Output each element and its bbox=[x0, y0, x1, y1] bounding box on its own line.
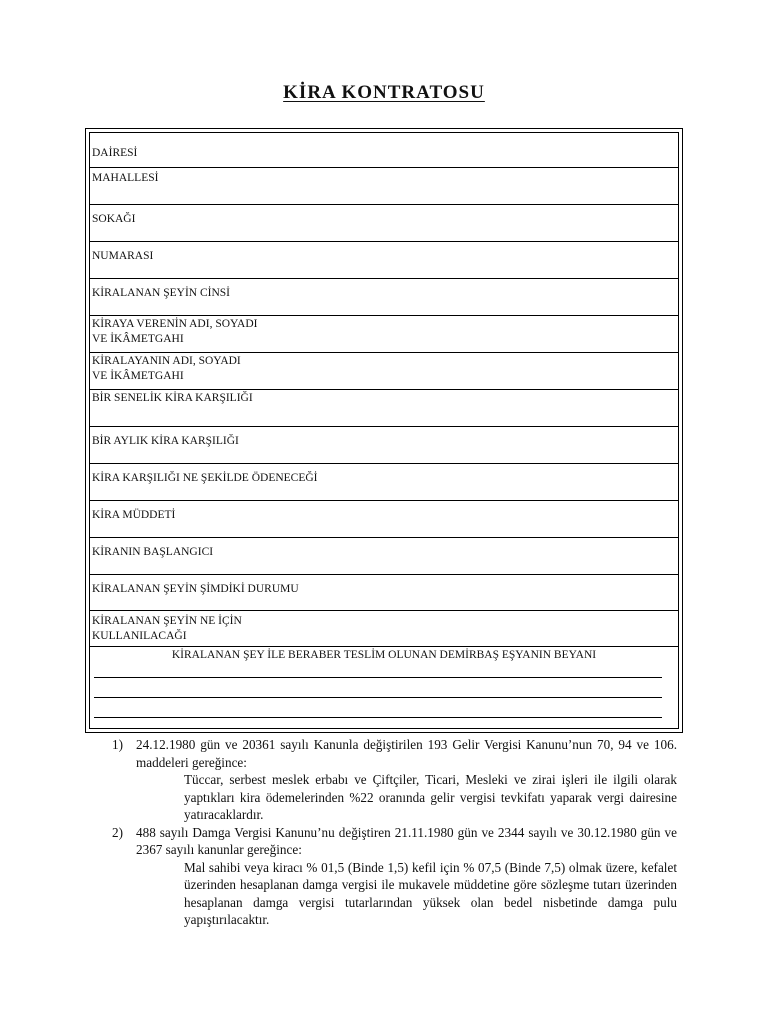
note-item bbox=[112, 736, 677, 824]
note-text: 488 sayılı Damga Vergisi Kanunu’nu değiştiren 21.11.1980 gün ve 2344 sayılı ve 30.12.1980 gün ve 2367 sayılı kanunlar gereğince: bbox=[136, 824, 677, 857]
field-row-simdiki-durum[interactable] bbox=[90, 576, 678, 611]
note-subtext: Tüccar, serbest meslek erbabı ve Çiftçiler, Ticari, Mesleki ve zirai işleri ile ilgili olarak yaptıkları kira ödemelerinden %22 oranında gelir vergisi tevkifatı yaparak vergi dairesine yatıracaklardır. bbox=[184, 772, 677, 822]
field-label: NUMARASI bbox=[92, 250, 154, 262]
field-label: BİR AYLIK KİRA KARŞILIĞI bbox=[92, 435, 239, 447]
note-number: 2) bbox=[112, 824, 123, 840]
field-label: KİRAYA VERENİN ADI, SOYADI VE İKÂMETGAHI bbox=[92, 318, 258, 345]
field-label: KİRANIN BAŞLANGICI bbox=[92, 546, 214, 558]
field-label: KİRALAYANIN ADI, SOYADI VE İKÂMETGAHI bbox=[92, 355, 241, 382]
field-label: SOKAĞI bbox=[92, 213, 136, 225]
field-row-senelik-kira[interactable] bbox=[90, 391, 678, 427]
field-row-odeme-sekli[interactable] bbox=[90, 465, 678, 501]
field-row-kiraya-veren[interactable] bbox=[90, 317, 678, 353]
field-row-cins[interactable] bbox=[90, 280, 678, 316]
note-number: 1) bbox=[112, 737, 123, 752]
field-label: KİRA KARŞILIĞI NE ŞEKİLDE ÖDENECEĞİ bbox=[92, 472, 318, 484]
field-row-aylik-kira[interactable] bbox=[90, 428, 678, 464]
field-label: DAİRESİ bbox=[92, 147, 138, 159]
field-label: KİRALANAN ŞEYİN NE İÇİN KULLANILACAĞI bbox=[92, 615, 242, 642]
note-subtext: Mal sahibi veya kiracı % 01,5 (Binde 1,5) kefil için % 07,5 (Binde 7,5) olmak üzere, kefalet üzerinden hesaplanan damga vergisi ile mukavele müddetine göre sözleşme tutarı üzerinden hesaplanan damga vergisi tutarlarından yüksek olan bedel nisbetinde damga pulu yapıştırılacaktır. bbox=[184, 859, 677, 927]
field-row-kira-muddeti[interactable] bbox=[90, 502, 678, 538]
field-label: KİRALANAN ŞEYİN CİNSİ bbox=[92, 287, 230, 299]
field-row-kiralayan[interactable] bbox=[90, 354, 678, 390]
field-label: MAHALLESİ bbox=[92, 172, 159, 184]
blank-line[interactable] bbox=[94, 717, 662, 718]
field-row-sokak[interactable] bbox=[90, 206, 678, 242]
contract-form-inner bbox=[89, 132, 679, 729]
document-title: KİRA KONTRATOSU bbox=[283, 82, 485, 103]
demirbas-title: KİRALANAN ŞEY İLE BERABER TESLİM OLUNAN DEMİRBAŞ EŞYANIN BEYANI bbox=[171, 649, 597, 661]
contract-form-table bbox=[85, 128, 683, 733]
note-text: 24.12.1980 gün ve 20361 sayılı Kanunla değiştirilen 193 Gelir Vergisi Kanunu’nun 70, 94 ve 106. maddeleri gereğince: bbox=[136, 737, 677, 770]
legal-notes bbox=[112, 736, 677, 929]
field-row-numara[interactable] bbox=[90, 243, 678, 279]
field-label: BİR SENELİK KİRA KARŞILIĞI bbox=[92, 392, 253, 404]
field-label: KİRA MÜDDETİ bbox=[92, 509, 176, 521]
blank-line[interactable] bbox=[94, 697, 662, 698]
field-row-kullanim-amaci[interactable] bbox=[90, 612, 678, 647]
demirbas-section bbox=[90, 647, 678, 728]
field-row-baslangic[interactable] bbox=[90, 539, 678, 575]
blank-line[interactable] bbox=[94, 677, 662, 678]
note-item bbox=[112, 824, 677, 929]
field-row-mahalle[interactable] bbox=[90, 169, 678, 205]
field-label: KİRALANAN ŞEYİN ŞİMDİKİ DURUMU bbox=[92, 583, 299, 595]
field-row-daire[interactable] bbox=[90, 133, 678, 168]
